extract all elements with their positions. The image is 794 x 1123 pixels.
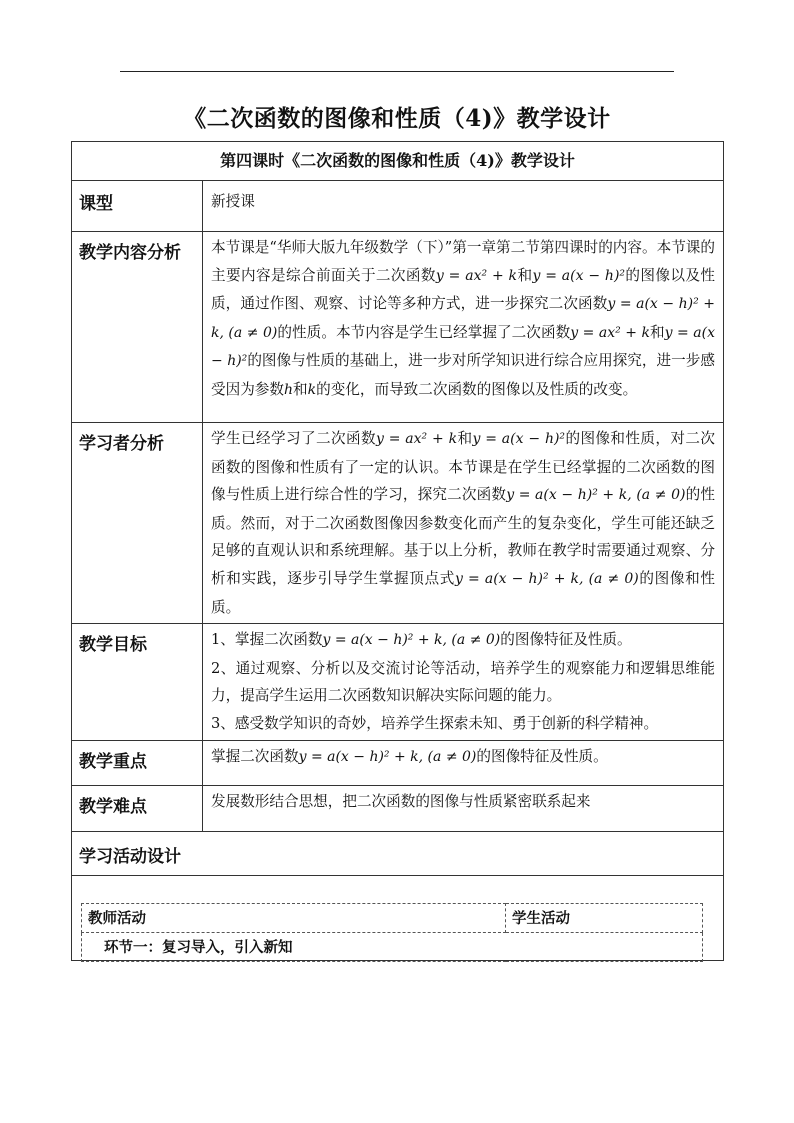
row-value-learner-analysis: 学生已经学习了二次函数y = ax² + k和y = a(x − h)²的图像和性质，对二次函数的图像和性质有了一定的认识。本节课是在学生已经掌握的二次函数的图像与性质上进行综合性的学习，探究二次函数y = a(x − h)² + k, (a ≠ 0)的性质。然而，对于二次函数图像因参数变化而产生的复杂变化，学生可能还缺乏足够的直观认识和系统理解。基于以上分析，教师在教学时需要通过观察、分析和实践，逐步引导学生掌握顶点式y = a(x − h)² + k, (a ≠ 0)的图像和性质。: [203, 423, 724, 624]
formula: y = a(x − h)²: [211, 324, 715, 370]
formula: y = a(x − h)² + k, (a ≠ 0): [322, 632, 501, 649]
goal-item: 2、通过观察、分析以及交流讨论等活动，培养学生的观察能力和逻辑思维能力，提高学生运用二次函数知识解决实际问题的能力。: [211, 659, 715, 705]
goal-item: 1、掌握二次函数y = a(x − h)² + k, (a ≠ 0)的图像特征及性质。: [211, 631, 632, 649]
row-value-goals: [203, 624, 724, 740]
row-value-difficulties: 发展数形结合思想，把二次函数的图像与性质紧密联系起来: [203, 785, 724, 831]
formula: y = a(x − h)² + k, (a ≠ 0): [298, 748, 477, 765]
table-row: [72, 232, 724, 423]
stage-one-heading: 环节一：复习导入，引入新知: [82, 932, 703, 961]
student-activity-header: 学生活动: [506, 903, 703, 932]
formula: k: [307, 381, 317, 398]
activity-container: [72, 875, 724, 960]
row-label-type: 课型: [72, 181, 203, 232]
formula: y = ax² + k: [375, 431, 458, 447]
formula: y = a(x − h)²: [532, 267, 626, 284]
row-label-learner-analysis: 学习者分析: [72, 423, 203, 624]
formula: y = ax² + k: [570, 324, 650, 341]
formula: h: [283, 381, 294, 398]
row-label-content-analysis: 教学内容分析: [72, 232, 203, 423]
formula: y = a(x − h)²: [472, 431, 566, 447]
table-row: [72, 423, 724, 624]
row-value-content-analysis: 本节课是“华师大版九年级数学（下）”第一章第二节第四课时的内容。本节课的主要内容是综合前面关于二次函数y = ax² + k和y = a(x − h)²的图像以及性质，通过作图、观察、讨论等多种方式，进一步探究二次函数y = a(x − h)² + k, (a ≠ 0)的性质。本节内容是学生已经掌握了二次函数y = ax² + k和y = a(x − h)²的图像与性质的基础上，进一步对所学知识进行综合应用探究，进一步感受因为参数h和k的变化，而导致二次函数的图像以及性质的改变。: [203, 232, 724, 423]
formula: y = a(x − h)² + k, (a ≠ 0): [455, 570, 639, 587]
formula: y = a(x − h)² + k, (a ≠ 0): [211, 296, 715, 341]
row-label-difficulties: 教学难点: [72, 785, 203, 831]
table-row: [72, 785, 724, 831]
table-row: [72, 831, 724, 875]
formula: y = a(x − h)² + k, (a ≠ 0): [506, 487, 686, 504]
formula: y = ax² + k: [435, 267, 518, 284]
row-value-key-points: 掌握二次函数y = a(x − h)² + k, (a ≠ 0)的图像特征及性质。: [203, 740, 724, 785]
table-row: [72, 875, 724, 960]
table-row: [72, 740, 724, 785]
document-title: 《二次函数的图像和性质（4)》教学设计: [183, 105, 611, 132]
header-rule: [120, 71, 674, 72]
table-row: [72, 624, 724, 740]
table-row: [72, 181, 724, 232]
row-value-type: 新授课: [203, 181, 724, 232]
goal-item: 3、感受数学知识的奇妙，培养学生探索未知、勇于创新的科学精神。: [211, 714, 659, 732]
teacher-activity-header: 教师活动: [82, 903, 506, 932]
table-heading: 第四课时《二次函数的图像和性质（4)》教学设计: [72, 142, 724, 181]
row-label-activity-design: 学习活动设计: [72, 831, 724, 875]
activity-table: [81, 903, 703, 962]
lesson-plan-table: [71, 141, 724, 961]
row-label-key-points: 教学重点: [72, 740, 203, 785]
row-label-goals: 教学目标: [72, 624, 203, 740]
